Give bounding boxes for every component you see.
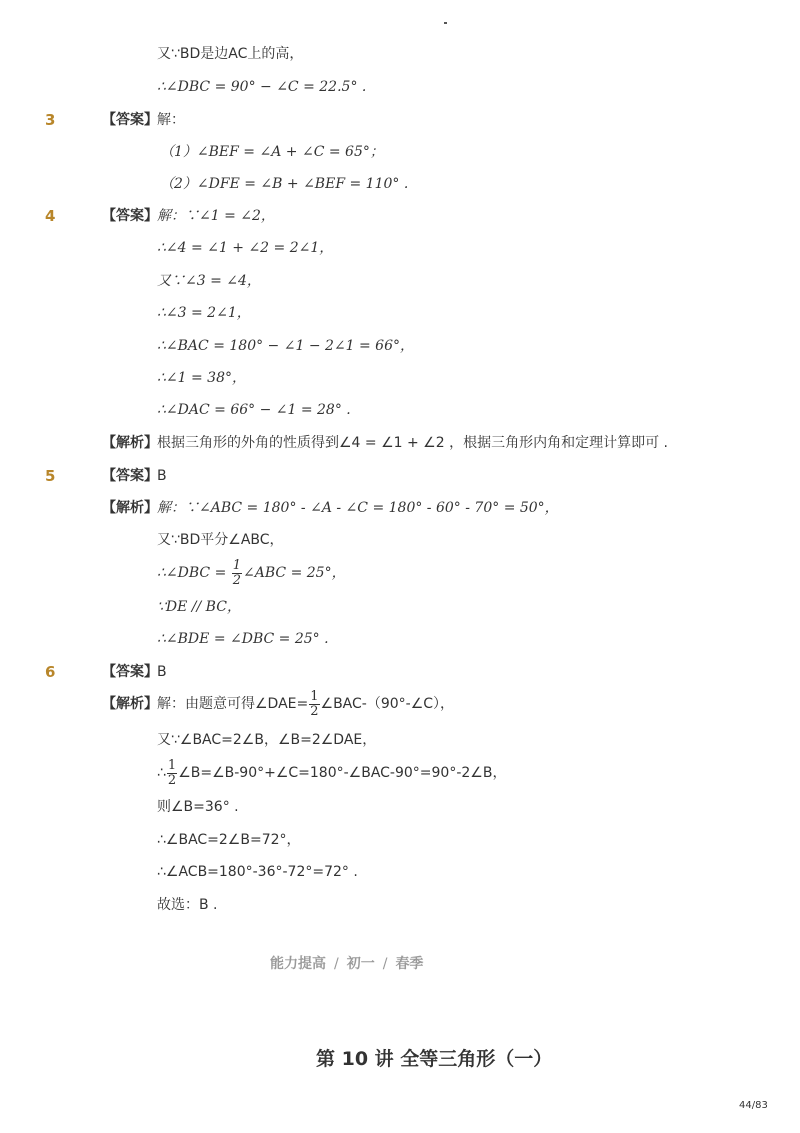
fraction: [232, 559, 242, 588]
footer-part: 初一: [346, 956, 375, 972]
math-line: ∴∠DAC = 66° − ∠1 = 28° .: [157, 402, 351, 418]
footer-part: 能力提高: [270, 956, 326, 972]
text-line: 又∵BD平分∠ABC，: [157, 532, 284, 548]
math-line: （2）∠DFE = ∠B + ∠BEF = 110° .: [160, 176, 409, 192]
analysis-post: ∠BAC-（90°-∠C），: [320, 696, 455, 712]
question-number: 5: [45, 467, 56, 485]
denominator: 2: [167, 772, 177, 788]
footer-separator: /: [334, 956, 339, 972]
math-line: ∴∠1 = 38°，: [157, 370, 246, 386]
denominator: 2: [310, 703, 319, 719]
math-line: ∵DE // BC，: [157, 599, 241, 615]
answer-tag: 【答案】: [102, 208, 158, 224]
text-line: 又∵∠BAC=2∠B，∠B=2∠DAE，: [157, 732, 377, 748]
question-number: 3: [45, 111, 56, 129]
answer-tag: 【答案】: [102, 112, 158, 128]
page-footer: [270, 953, 423, 973]
numerator: 1: [310, 688, 319, 704]
footer-part: 春季: [395, 956, 424, 972]
math-text: ∴∠DBC =: [157, 565, 231, 581]
text-line: 又∵BD是边AC上的高，: [157, 46, 304, 62]
math-line: ∴∠3 = 2∠1，: [157, 305, 251, 321]
math-line: ∴∠4 = ∠1 + ∠2 = 2∠1，: [157, 240, 334, 256]
denominator: 2: [232, 572, 242, 588]
header-mark: [444, 22, 447, 24]
text-line: 故选：B .: [157, 897, 218, 913]
analysis-tag: 【解析】: [102, 435, 158, 451]
question-number: 6: [45, 663, 56, 681]
math-line: ∴∠BDE = ∠DBC = 25° .: [157, 631, 329, 647]
analysis-text: [157, 689, 454, 719]
fraction-line: [157, 558, 346, 588]
math-text: ∠ABC = 25°，: [243, 565, 346, 581]
analysis-pre: 解：由题意可得∠DAE=: [157, 696, 309, 712]
math-line: ∴∠DBC = 90° − ∠C = 22.5° .: [157, 79, 367, 95]
answer-tag: 【答案】: [102, 468, 158, 484]
chapter-title: 第 10 讲 全等三角形（一）: [316, 1048, 553, 1070]
analysis-text: 根据三角形的外角的性质得到∠4 = ∠1 + ∠2 ，根据三角形内角和定理计算即可 .: [157, 435, 668, 451]
answer-text: B: [157, 468, 167, 484]
text-post: ∠B=∠B-90°+∠C=180°-∠BAC-90°=90°-2∠B，: [178, 765, 507, 781]
math-line: ∴∠BAC = 180° − ∠1 − 2∠1 = 66°，: [157, 338, 414, 354]
page-number: 44/83: [739, 1100, 768, 1111]
fraction-line: [157, 758, 506, 788]
answer-text: B: [157, 664, 167, 680]
analysis-tag: 【解析】: [102, 500, 158, 516]
text-pre: ∴: [157, 765, 166, 781]
numerator: 1: [232, 557, 242, 573]
question-number: 4: [45, 207, 56, 225]
math-line: 又∵∠3 = ∠4，: [157, 273, 261, 289]
analysis-tag: 【解析】: [102, 696, 158, 712]
answer-text: 解：: [157, 112, 185, 128]
answer-tag: 【答案】: [102, 664, 158, 680]
numerator: 1: [167, 757, 177, 773]
math-line: （1）∠BEF = ∠A + ∠C = 65°；: [160, 144, 384, 160]
footer-separator: /: [382, 956, 388, 972]
answer-text: 解：∵∠1 = ∠2，: [157, 208, 275, 224]
fraction: [167, 759, 177, 788]
fraction: [309, 690, 319, 719]
text-line: ∴∠BAC=2∠B=72°，: [157, 832, 301, 848]
text-line: ∴∠ACB=180°-36°-72°=72° .: [157, 864, 358, 880]
analysis-text: 解：∵∠ABC = 180° - ∠A - ∠C = 180° - 60° - 70° = 50°，: [157, 500, 559, 516]
text-line: 则∠B=36° .: [157, 799, 239, 815]
